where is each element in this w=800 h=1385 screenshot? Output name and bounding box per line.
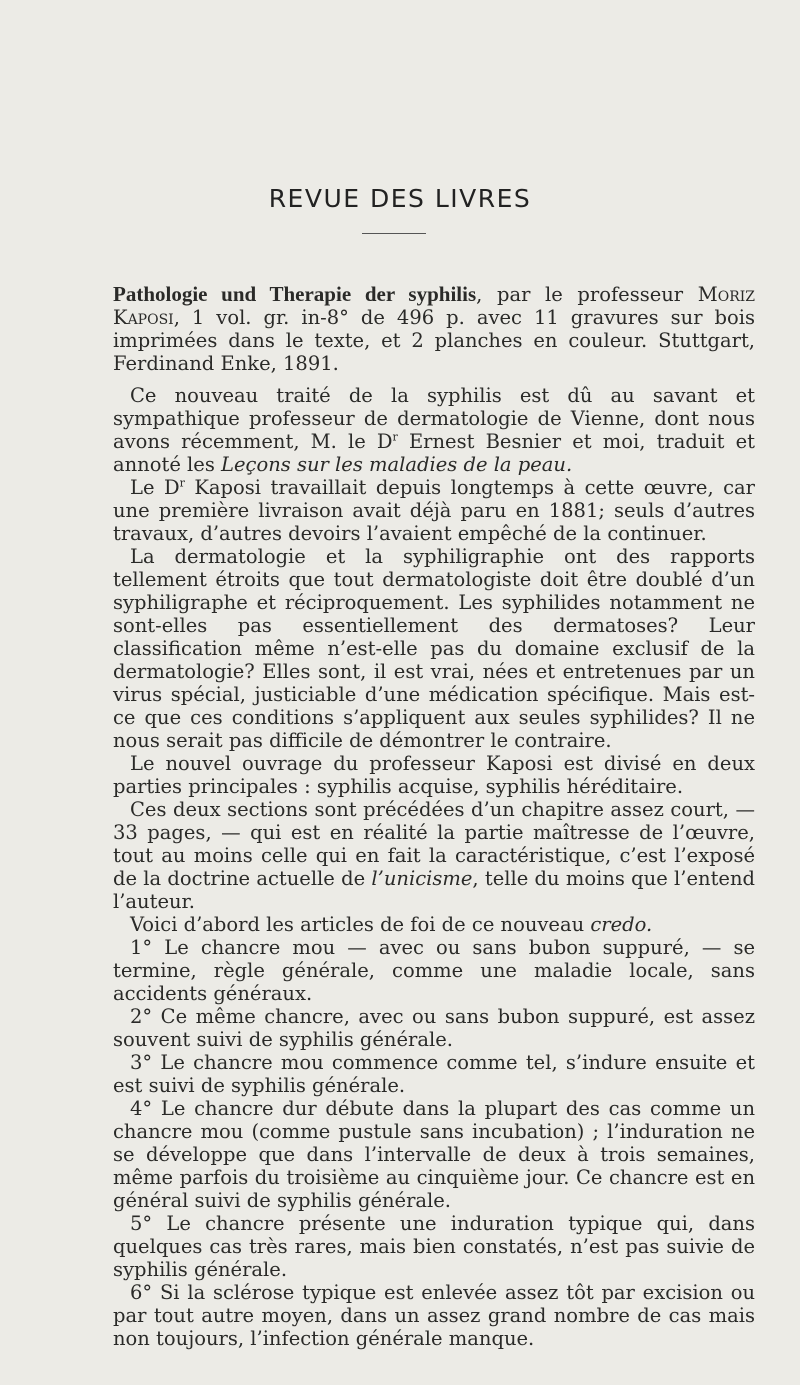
list-item: 5° Le chancre présente une induration typique qui, dans quelques cas très rares, mais bien constatés, n’est pas suivie de syphilis générale. — [113, 1212, 755, 1281]
section-heading: REVUE DES LIVRES — [268, 184, 532, 213]
list-item: 2° Ce même chancre, avec ou sans bubon suppuré, est assez souvent suivi de syphilis générale. — [113, 1005, 755, 1051]
list-item: 3° Le chancre mou commence comme tel, s’indure ensuite et est suivi de syphilis générale. — [113, 1051, 755, 1097]
heading-divider — [362, 233, 426, 234]
paragraph-5: Ces deux sections sont précédées d’un chapitre assez court, — 33 pages, — qui est en réalité la partie maîtresse de l’œuvre, tout au moins celle qui en fait la caractéristique, c’est l’exposé de la doctrine actuelle de l’unicisme, telle du moins que l’entend l’auteur. — [113, 798, 755, 913]
paragraph-6: Voici d’abord les articles de foi de ce nouveau credo. — [130, 913, 653, 936]
list-item: 4° Le chancre dur débute dans la plupart des cas comme un chancre mou (comme pustule sans incubation) ; l’induration ne se développe que dans l’intervalle de deux à trois semaines, même parfois du troisième au cinquième jour. Ce chancre est en général suivi de syphilis générale. — [113, 1097, 755, 1212]
paragraph-1: Ce nouveau traité de la syphilis est dû au savant et sympathique professeur de dermatologie de Vienne, dont nous avons récemment, M. le $D^r$ Ernest Besnier et moi, traduit et annoté les Leçons sur les maladies de la peau. — [113, 384, 755, 476]
book-author: Moriz Kaposi — [113, 283, 755, 329]
book-citation: Pathologie und Therapie der syphilis, par le professeur Moriz Kaposi, 1 vol. gr. in-8° de 496 p. avec 11 gravures sur bois imprimées dans le texte, et 2 planches en couleur. Stuttgart, Ferdinand Enke, 1891. — [113, 282, 755, 375]
cited-work-title: Leçons sur les maladies de la peau. — [221, 453, 573, 476]
paragraph-4: Le nouvel ouvrage du professeur Kaposi est divisé en deux parties principales : syphilis acquise, syphilis héréditaire. — [113, 752, 755, 798]
list-item: 1° Le chancre mou — avec ou sans bubon suppuré, — se termine, règle générale, comme une maladie locale, sans accidents généraux. — [113, 936, 755, 1005]
paragraph-3: La dermatologie et la syphiligraphie ont des rapports tellement étroits que tout dermatologiste doit être doublé d’un syphiligraphe et réciproquement. Les syphilides notamment ne sont-elles pas essentiellement des dermatoses? Leur classification même n’est-elle pas du domaine exclusif de la dermatologie? Elles sont, il est vrai, nées et entretenues par un virus spécial, justiciable d’une médication spécifique. Mais est-ce que ces conditions s’appliquent aux seules syphilides? Il ne nous serait pas difficile de démontrer le contraire. — [113, 545, 755, 752]
article-body — [113, 283, 755, 1350]
list-item: 6° Si la sclérose typique est enlevée assez tôt par excision ou par tout autre moyen, dans un assez grand nombre de cas mais non toujours, l’infection générale manque. — [113, 1281, 755, 1350]
book-title: Pathologie und Therapie der syphilis — [113, 282, 477, 306]
paragraph-2: Le $D^r$ Kaposi travaillait depuis longtemps à cette œuvre, car une première livraison avait déjà paru en 1881; seuls d’autres travaux, d’autres devoirs l’avaient empêché de la continuer. — [113, 476, 755, 545]
